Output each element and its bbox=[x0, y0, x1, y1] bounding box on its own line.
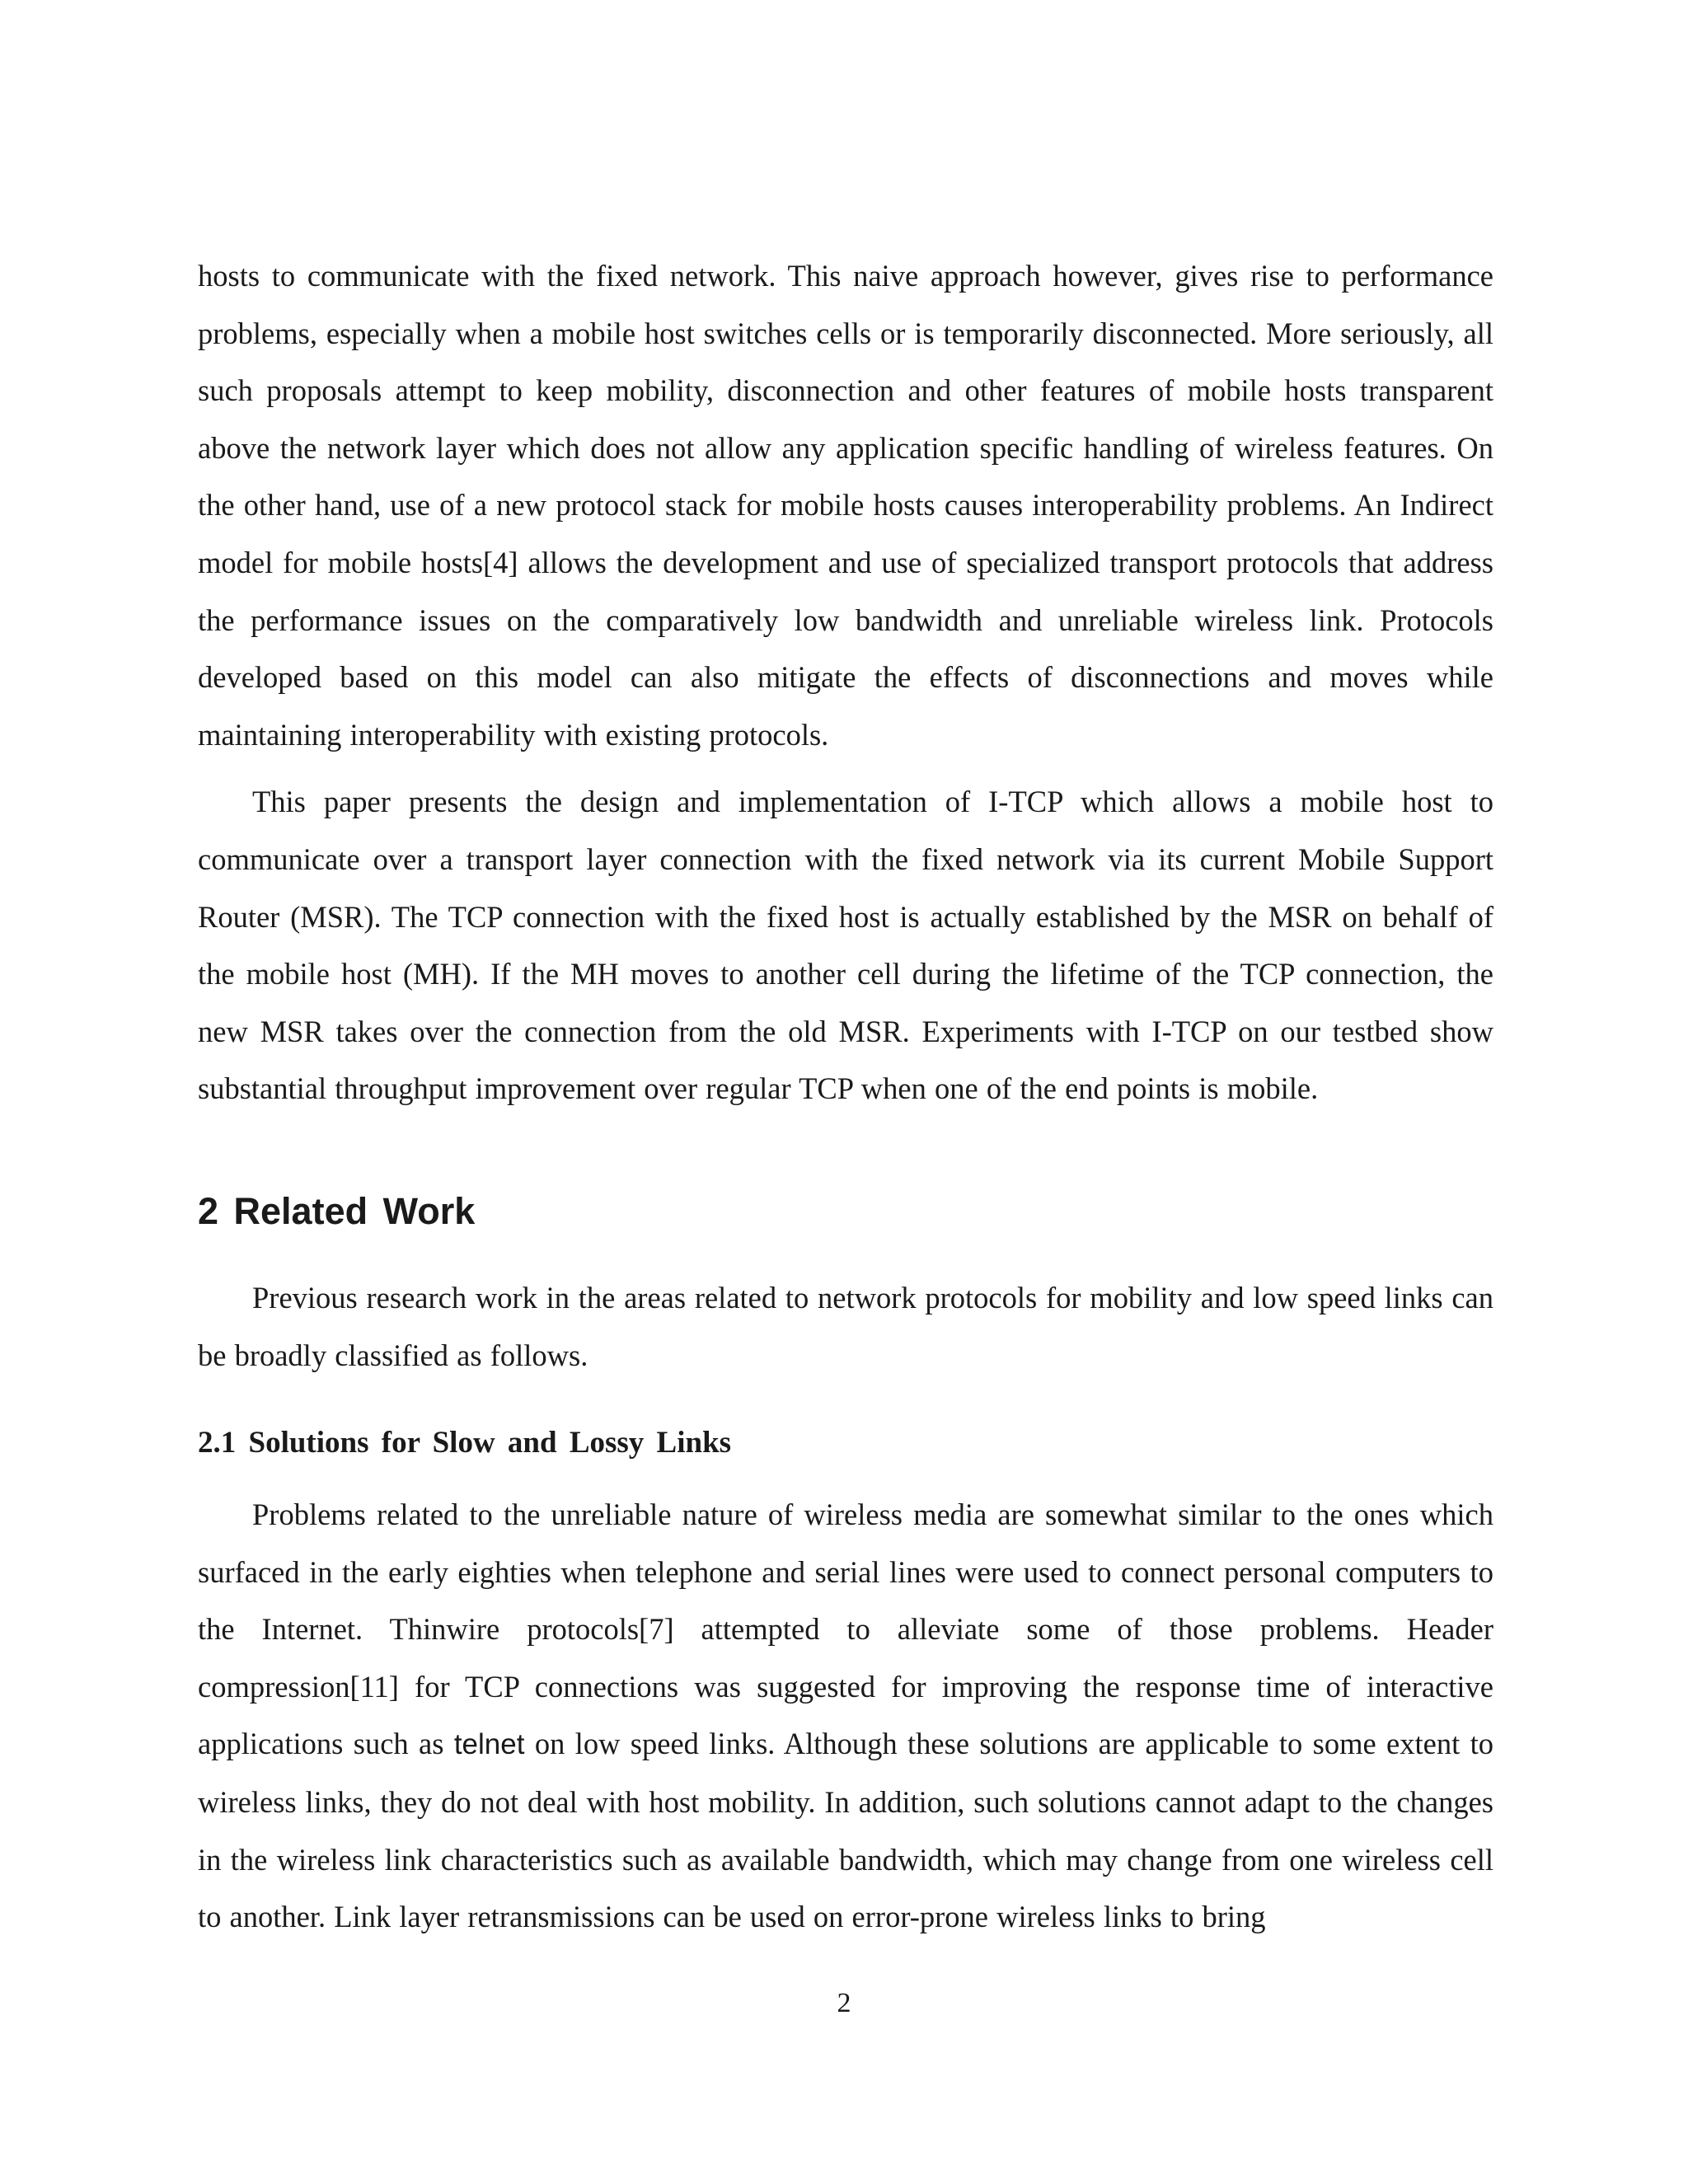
paper-overview-paragraph: This paper presents the design and implementation of I-TCP which allows a mobile host to communicate over a transport layer connection with the fixed network via its current Mobile Support Router (MSR). The TCP connection with the fixed host is actually established by the MSR on behalf of the mobile host (MH). If the MH moves to another cell during the lifetime of the TCP connection, the new MSR takes over the connection from the old MSR. Experiments with I-TCP on our testbed show substantial throughput improvement over regular TCP when one of the end points is mobile. bbox=[198, 785, 1493, 1106]
related-work-intro-paragraph: Previous research work in the areas related to network protocols for mobility and low speed links can be broadly classified as follows. bbox=[198, 1280, 1493, 1372]
paragraph-text-before-code: Problems related to the unreliable nature of wireless media are somewhat similar to the ones which surfaced in the early eighties when telephone and serial lines were used to connect personal computers to the Internet. Thinwire protocols[7] attempted to alleviate some of those problems. Header compression[11] for TCP connections was suggested for improving the response time of interactive applications such as bbox=[198, 1497, 1493, 1761]
paragraph-text-after-code: on low speed links. Although these solutions are applicable to some extent to wireless links, they do not deal with host mobility. In addition, such solutions cannot adapt to the changes in the wireless link characteristics such as available bandwidth, which may change from one wireless cell to another. Link layer retransmissions can be used on error-prone wireless links to bring bbox=[198, 1727, 1493, 1934]
code-term-telnet: telnet bbox=[453, 1728, 525, 1761]
subsection-heading-slow-lossy-links: 2.1 Solutions for Slow and Lossy Links bbox=[198, 1426, 732, 1460]
paper-page-body bbox=[198, 247, 1493, 1946]
section-heading-related-work: 2 Related Work bbox=[198, 1189, 476, 1232]
intro-continuation-paragraph: hosts to communicate with the fixed network. This naive approach however, gives rise to performance problems, especially when a mobile host switches cells or is temporarily disconnected. More seriously, all such proposals attempt to keep mobility, disconnection and other features of mobile hosts transparent above the network layer which does not allow any application specific handling of wireless features. On the other hand, use of a new protocol stack for mobile hosts causes interoperability problems. An Indirect model for mobile hosts[4] allows the development and use of specialized transport protocols that address the performance issues on the comparatively low bandwidth and unreliable wireless link. Protocols developed based on this model can also mitigate the effects of disconnections and moves while maintaining interoperability with existing protocols. bbox=[198, 259, 1493, 752]
page-number: 2 bbox=[837, 1988, 851, 2018]
slow-lossy-links-paragraph bbox=[198, 1486, 1493, 1946]
